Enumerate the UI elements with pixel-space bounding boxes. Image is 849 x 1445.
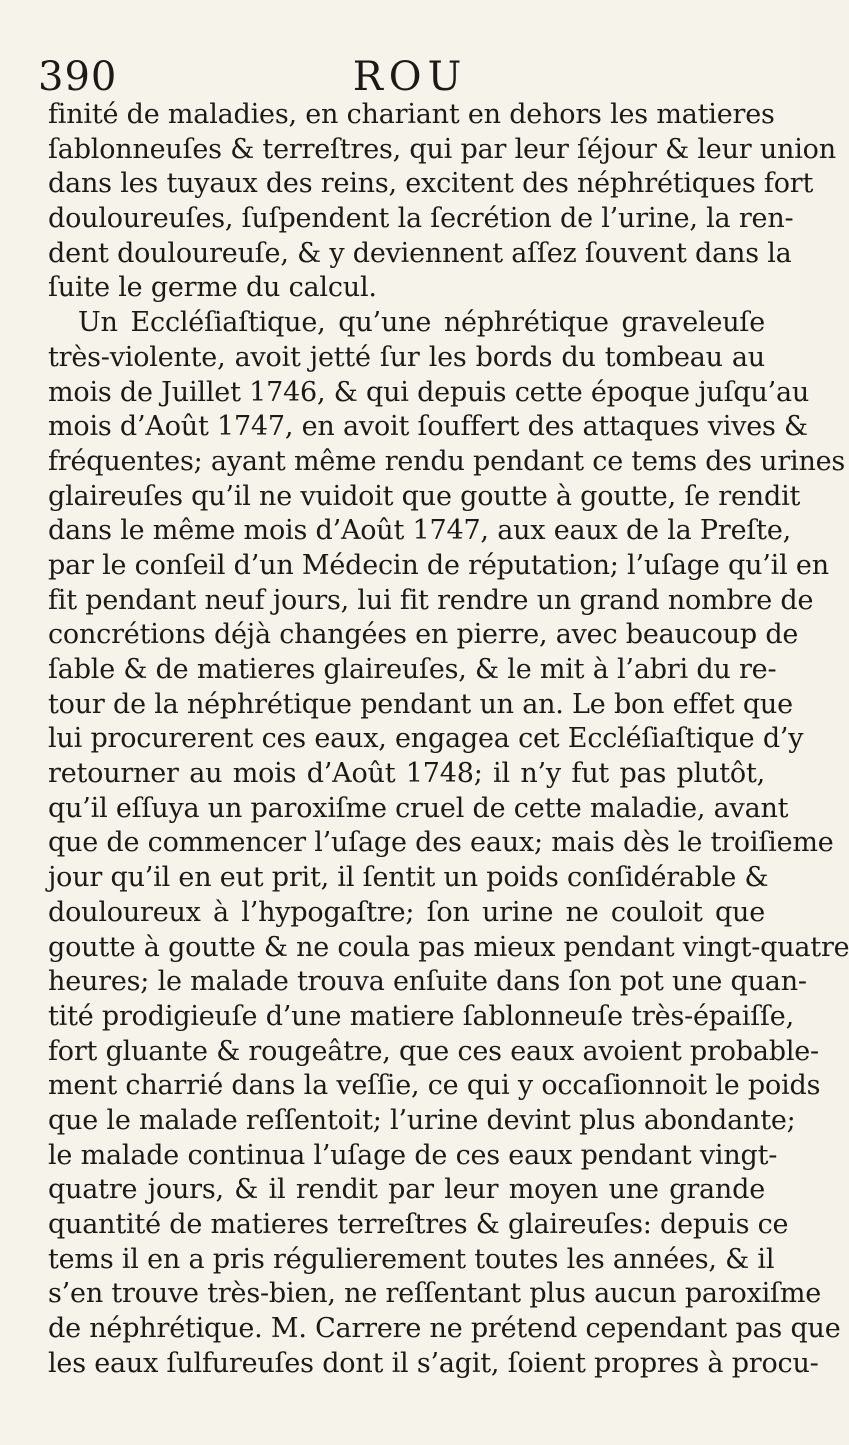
text-line: glaireuſes qu’il ne vuidoit que goutte à goutte, ſe rendit [48,480,801,512]
text-line: mois de Juillet 1746, & qui depuis cette époque juſqu’au [48,376,810,408]
text-line: tité prodigieuſe d’une matiere ſablonneuſe très-épaiſſe, [48,1000,794,1032]
text-line: s’en trouve très-bien, ne reſſentant plus aucun paroxiſme [48,1278,822,1310]
text-line: dent douloureuſe, & y deviennent aſſez ſouvent dans la [48,237,792,269]
text-line: tour de la néphrétique pendant un an. Le bon effet que [48,688,793,720]
text-line: fort gluante & rougeâtre, que ces eaux avoient probable- [48,1035,819,1067]
text-line: dans le même mois d’Août 1747, aux eaux de la Preſte, [48,515,791,547]
text-line: quantité de matieres terreſtres & glaireuſes: depuis ce [48,1209,789,1240]
text-line: goutte à goutte & ne coula pas mieux pendant vingt-quatre [48,931,849,963]
text-line: tems il en a pris régulierement toutes les années, & il [48,1243,775,1275]
body-text [48,98,849,1381]
text-line: que de commencer l’uſage des eaux; mais dès le troiſieme [48,827,834,859]
text-line: lui procurerent ces eaux, engagea cet Eccléſiaſtique d’y [48,723,804,755]
text-line: ſable & de matieres glaireuſes, & le mit à l’abri du re- [48,654,777,685]
text-line: fit pendant neuf jours, lui fit rendre un grand nombre de [48,584,814,616]
text-line: douloureuſes, ſuſpendent la ſecrétion de l’urine, la ren- [48,203,794,235]
text-line: quatre jours, & il rendit par leur moyen une grande [48,1174,765,1206]
text-line: que le malade reſſentoit; l’urine devint plus abondante; [48,1104,796,1136]
page-number: 390 [38,54,118,100]
text-line: ment charrié dans la veſſie, ce qui y occaſionnoit le poids [48,1070,821,1102]
text-line: jour qu’il en eut prit, il ſentit un poids conſidérable & [48,862,769,894]
text-line: retourner au mois d’Août 1748; il n’y fut pas plutôt, [48,758,765,790]
text-line: qu’il eſſuya un paroxiſme cruel de cette maladie, avant [48,792,789,824]
text-line: dans les tuyaux des reins, excitent des néphrétiques fort [48,168,814,200]
text-line: fréquentes; ayant même rendu pendant ce tems des urines [48,445,846,477]
text-line: mois d’Août 1747, en avoit ſouffert des attaques vives & [48,411,808,443]
text-line: ſablonneuſes & terreſtres, qui par leur ſéjour & leur union [48,133,836,165]
text-line: douloureux à l’hypogaſtre; ſon urine ne couloit que [48,896,765,928]
text-line: heures; le malade trouva enſuite dans ſon pot une quan- [48,966,807,998]
text-line: les eaux ſulfureuſes dont il s’agit, ſoient propres à procu- [48,1347,819,1379]
text-line: ſuite le germe du calcul. [48,272,377,304]
text-line: concrétions déjà changées en pierre, avec beaucoup de [48,619,799,651]
text-line: de néphrétique. M. Carrere ne prétend cependant pas que [48,1313,841,1345]
text-line: très-violente, avoit jetté ſur les bords du tombeau au [48,341,765,373]
text-line: par le conſeil d’un Médecin de réputation; l’uſage qu’il en [48,549,829,581]
page-header [0,52,800,102]
running-head: ROU [352,54,468,100]
text-line: finité de maladies, en chariant en dehors les matieres [48,99,775,130]
text-line: le malade continua l’uſage de ces eaux pendant vingt- [48,1139,778,1171]
paragraph-start-line: Un Eccléſiaſtique, qu’une néphrétique graveleuſe [78,307,765,339]
